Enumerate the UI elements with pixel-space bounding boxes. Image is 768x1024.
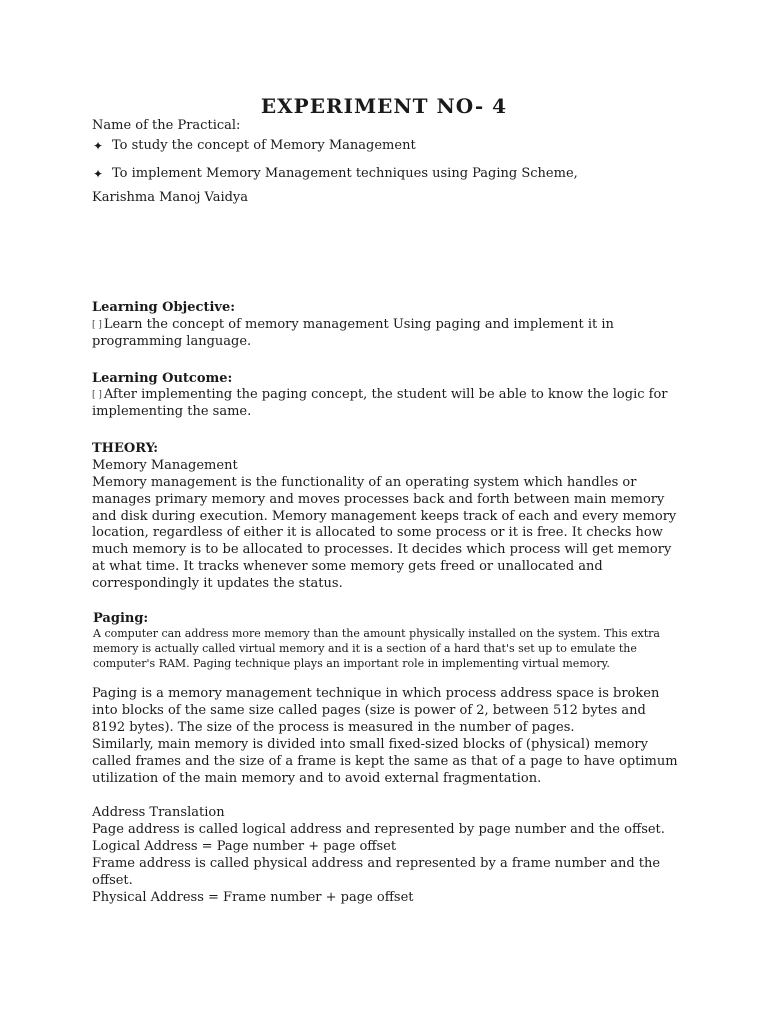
- theory-subheading: Memory Management: [92, 458, 238, 473]
- address-translation-heading: Address Translation: [92, 805, 225, 820]
- bullet-star-icon: ✦: [93, 167, 104, 181]
- page-title: EXPERIMENT NO- 4: [260, 94, 508, 118]
- author-name: Karishma Manoj Vaidya: [92, 190, 249, 205]
- bullet-item-implement: To implement Memory Management techniques using Paging Scheme,: [112, 166, 578, 181]
- address-line-physical-formula: Physical Address = Frame number + page offset: [92, 890, 414, 905]
- paging-paragraph-2: Similarly, main memory is divided into small fixed-sized blocks of (physical) memory called frames and the size of a frame is kept the same as that of a page to have optimum utilization of the main memory and to avoid external fragmentation.: [92, 737, 678, 786]
- learning-objective-body: Learn the concept of memory management Using paging and implement it in programming language.: [92, 317, 614, 349]
- learning-outcome-heading: Learning Outcome:: [92, 371, 233, 386]
- bullet-star-icon: ✦: [93, 139, 104, 153]
- bullet-item-study: To study the concept of Memory Management: [112, 138, 416, 153]
- learning-outcome-body: After implementing the paging concept, the student will be able to know the logic for implementing the same.: [92, 387, 668, 419]
- bracket-mark-icon: [ ]: [92, 320, 102, 330]
- paging-heading: Paging:: [93, 611, 149, 626]
- learning-objective-text: [92, 317, 682, 351]
- theory-paragraph: Memory management is the functionality of an operating system which handles or manages primary memory and moves processes back and forth between main memory and disk during execution. Memory management keeps track of each and every memory location, regardless of either it is allocated to some process or it is free. It checks how much memory is to be allocated to processes. It decides which process will get memory at what time. It tracks whenever some memory gets freed or unallocated and correspondingly it updates the status.: [92, 475, 677, 591]
- theory-heading: THEORY:: [92, 441, 159, 456]
- paging-intro-text: A computer can address more memory than the amount physically installed on the system. This extra memory is actually called virtual memory and it is a section of a hard that's set up to emulate the computer's RAM. Paging technique plays an important role in implementing virtual memory.: [93, 627, 660, 670]
- learning-objective-heading: Learning Objective:: [92, 300, 236, 315]
- address-line-physical-desc: Frame address is called physical address and represented by a frame number and the offset.: [92, 856, 661, 888]
- address-line-logical-formula: Logical Address = Page number + page offset: [92, 839, 397, 854]
- learning-outcome-text: [92, 387, 682, 421]
- address-line-logical-desc: Page address is called logical address and represented by page number and the offset.: [92, 822, 665, 837]
- practical-label: Name of the Practical:: [92, 118, 241, 133]
- bracket-mark-icon: [ ]: [92, 390, 102, 400]
- paging-paragraph-1: Paging is a memory management technique in which process address space is broken into blocks of the same size called pages (size is power of 2, between 512 bytes and 8192 bytes). The size of the process is measured in the number of pages.: [92, 686, 660, 735]
